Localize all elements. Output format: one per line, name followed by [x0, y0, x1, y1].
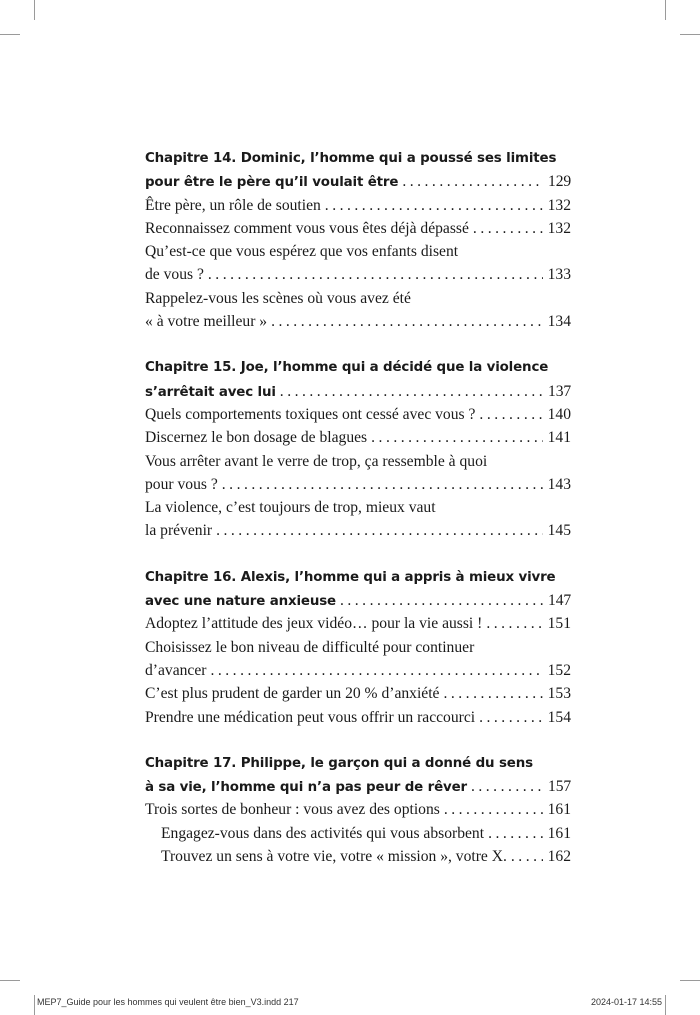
toc-entry-line: [145, 845, 571, 868]
dot-leader: [443, 682, 542, 705]
toc-chapter-line: [145, 356, 571, 379]
dot-leader: [444, 798, 543, 821]
toc-chapter-block: [145, 147, 571, 333]
toc-entry-line: [145, 217, 571, 240]
toc-entry-line: [145, 612, 571, 635]
toc-chapter-line: [145, 170, 571, 193]
toc-entry-line: [145, 263, 571, 286]
dot-leader: [473, 217, 543, 240]
dot-leader: [325, 194, 543, 217]
toc-page-number: 133: [547, 266, 571, 284]
toc-page-number: 162: [547, 848, 571, 866]
crop-mark-bottom-left-h: [0, 980, 20, 981]
toc-page-number: 129: [548, 173, 571, 191]
dot-leader: [222, 473, 543, 496]
toc-entry-title: de vous ?: [145, 266, 204, 284]
toc-entry-line: [145, 636, 571, 659]
crop-mark-top-left-v: [34, 0, 35, 20]
toc-entry-title: C’est plus prudent de garder un 20 % d’anxiété: [145, 685, 440, 703]
toc-entry-title: Chapitre 16. Alexis, l’homme qui a appris à mieux vivre: [145, 569, 556, 585]
toc-chapter-line: [145, 589, 571, 612]
toc-page-number: 161: [547, 824, 571, 842]
toc-entry-title: s’arrêtait avec lui: [145, 384, 276, 400]
toc-chapter-block: [145, 566, 571, 729]
dot-leader: [402, 170, 543, 193]
toc-entry-line: [145, 240, 571, 263]
dot-leader: [479, 706, 543, 729]
dot-leader: [511, 845, 543, 868]
crop-mark-top-left-h: [0, 34, 20, 35]
toc-entry-title: Chapitre 14. Dominic, l’homme qui a poussé ses limites: [145, 151, 557, 166]
toc-entry-title: Chapitre 15. Joe, l’homme qui a décidé que la violence: [145, 360, 549, 376]
toc-page-number: 140: [547, 405, 571, 423]
toc-chapter-line: [145, 566, 571, 589]
toc-entry-title: Rappelez-vous les scènes où vous avez été: [145, 289, 411, 307]
toc-page-number: 153: [547, 685, 571, 703]
crop-mark-top-right-v: [665, 0, 666, 20]
toc-entry-title: La violence, c’est toujours de trop, mieux vaut: [145, 499, 436, 517]
toc-page-number: 134: [547, 313, 571, 331]
crop-mark-bottom-right-v: [665, 995, 666, 1015]
toc-entry-title: Être père, un rôle de soutien: [145, 196, 321, 214]
crop-mark-bottom-right-h: [680, 980, 700, 981]
toc-entry-title: avec une nature anxieuse: [145, 594, 336, 610]
toc-page-number: 152: [547, 661, 571, 679]
dot-leader: [271, 310, 543, 333]
dot-leader: [371, 426, 542, 449]
dot-leader: [280, 380, 543, 403]
toc-page-number: 137: [548, 382, 571, 400]
toc-entry-title: Prendre une médication peut vous offrir un raccourci: [145, 708, 476, 726]
toc-entry-title: à sa vie, l’homme qui n’a pas peur de rêver: [145, 780, 467, 796]
dot-leader: [216, 519, 543, 542]
toc-entry-line: [145, 496, 571, 519]
toc-entry-title: Qu’est-ce que vous espérez que vos enfants disent: [145, 243, 459, 261]
toc-page-number: 147: [548, 592, 571, 610]
toc-entry-line: [145, 194, 571, 217]
toc-entry-title: Trois sortes de bonheur : vous avez des options: [145, 801, 440, 819]
toc-entry-title: Quels comportements toxiques ont cessé avec vous ?: [145, 405, 476, 423]
toc-entry-title: Reconnaissez comment vous vous êtes déjà dépassé: [145, 219, 469, 237]
toc-chapter-line: [145, 147, 571, 170]
toc-entry-line: [145, 287, 571, 310]
toc-entry-title: Chapitre 17. Philippe, le garçon qui a donné du sens: [145, 755, 533, 771]
toc-entry-title: Discernez le bon dosage de blagues: [145, 429, 368, 447]
toc-entry-line: [145, 682, 571, 705]
toc-entry-line: [145, 706, 571, 729]
toc-chapter-block: [145, 356, 571, 542]
toc-entry-title: pour vous ?: [145, 475, 218, 493]
toc-chapter-line: [145, 752, 571, 775]
dot-leader: [471, 775, 543, 798]
toc-page-number: 132: [547, 196, 571, 214]
toc-entry-title: Engagez-vous dans des activités qui vous absorbent: [161, 824, 485, 842]
toc-page-number: 132: [547, 219, 571, 237]
toc-page-number: 161: [547, 801, 571, 819]
toc-entry-line: [145, 519, 571, 542]
toc-page-number: 154: [547, 708, 571, 726]
print-slug-file: MEP7_Guide pour les hommes qui veulent être bien_V3.indd 217: [37, 997, 299, 1007]
toc-chapter-block: [145, 752, 571, 868]
toc-entry-line: [145, 310, 571, 333]
dot-leader: [479, 403, 542, 426]
crop-mark-bottom-left-v: [34, 995, 35, 1015]
toc-entry-title: pour être le père qu’il voulait être: [145, 175, 399, 191]
toc-page-number: 157: [548, 778, 571, 796]
dot-leader: [210, 659, 542, 682]
toc-entry-title: Adoptez l’attitude des jeux vidéo… pour la vie aussi !: [145, 615, 483, 633]
print-slug-timestamp: 2024-01-17 14:55: [590, 997, 662, 1007]
toc-entry-title: Trouvez un sens à votre vie, votre « mission », votre X.: [161, 848, 507, 866]
toc-entry-line: [145, 450, 571, 473]
toc-entry-title: d’avancer: [145, 661, 207, 679]
toc-entry-line: [145, 798, 571, 821]
toc-entry-title: Choisissez le bon niveau de difficulté pour continuer: [145, 638, 475, 656]
toc-page-number: 145: [547, 522, 571, 540]
dot-leader: [340, 589, 543, 612]
toc-entry-line: [145, 473, 571, 496]
table-of-contents: [145, 147, 571, 891]
toc-entry-line: [145, 403, 571, 426]
toc-chapter-line: [145, 775, 571, 798]
toc-entry-title: Vous arrêter avant le verre de trop, ça ressemble à quoi: [145, 452, 488, 470]
toc-page-number: 141: [547, 429, 571, 447]
dot-leader: [208, 263, 543, 286]
dot-leader: [488, 822, 543, 845]
toc-entry-title: la prévenir: [145, 522, 213, 540]
dot-leader: [486, 612, 542, 635]
toc-entry-line: [145, 426, 571, 449]
toc-page-number: 151: [547, 615, 571, 633]
toc-entry-line: [145, 659, 571, 682]
toc-entry-line: [145, 822, 571, 845]
toc-entry-title: « à votre meilleur »: [145, 313, 268, 331]
toc-chapter-line: [145, 380, 571, 403]
crop-mark-top-right-h: [680, 34, 700, 35]
toc-page-number: 143: [547, 475, 571, 493]
